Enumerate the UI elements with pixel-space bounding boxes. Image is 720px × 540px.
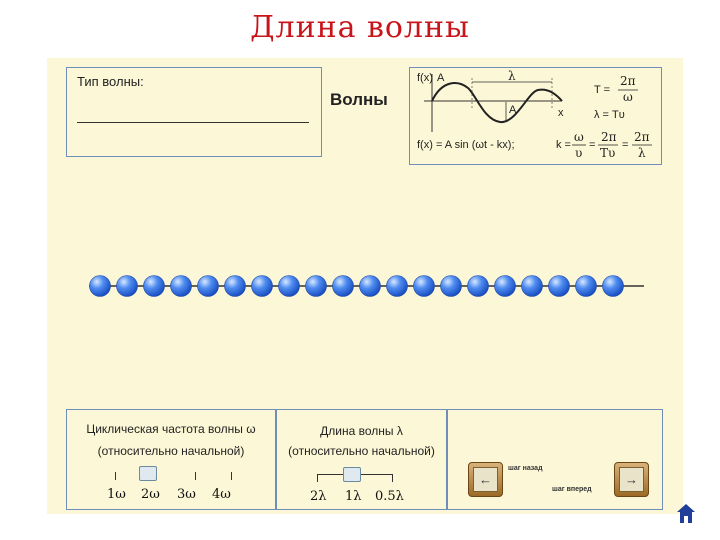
bead: [333, 276, 354, 297]
formula-box: [409, 67, 662, 165]
wavelength-scale-3[interactable]: 0.5λ: [375, 489, 404, 504]
lambda-eq: λ = Tυ: [594, 109, 625, 121]
axis-f-label: f(x): [417, 72, 433, 84]
bead: [225, 276, 246, 297]
bead: [279, 276, 300, 297]
period-lhs: T =: [594, 84, 611, 96]
frequency-tick-1: [115, 472, 116, 480]
frequency-scale-3[interactable]: 3ω: [177, 487, 196, 502]
bead: [495, 276, 516, 297]
frequency-scale-4[interactable]: 4ω: [212, 487, 231, 502]
step-forward-label[interactable]: шаг вперед: [552, 486, 592, 493]
wave-type-label: Тип волны:: [77, 74, 144, 89]
arrow-right-icon: →: [619, 467, 644, 492]
axis-x-label: x: [558, 107, 564, 119]
wavelength-slider[interactable]: [315, 466, 395, 488]
k-f2-num: 2π: [601, 130, 617, 144]
bead: [306, 276, 327, 297]
waves-title: Волны: [330, 90, 388, 109]
wavelength-scale-2[interactable]: 1λ: [345, 489, 362, 504]
wavelength-sublabel: (относительно начальной): [288, 444, 435, 458]
axis-amp-top-label: A: [437, 72, 445, 84]
bead: [522, 276, 543, 297]
arrow-left-icon: ←: [473, 467, 498, 492]
bead: [576, 276, 597, 297]
bead: [387, 276, 408, 297]
bead: [360, 276, 381, 297]
bead: [171, 276, 192, 297]
frequency-scale-1[interactable]: 1ω: [107, 487, 126, 502]
step-back-label[interactable]: шаг назад: [508, 465, 543, 472]
wavelength-control-panel: [276, 409, 447, 510]
step-back-button[interactable]: [468, 462, 503, 497]
frequency-knob[interactable]: [139, 466, 157, 481]
k-f2-den: Tυ: [600, 146, 616, 160]
k-eq-sign-1: =: [589, 139, 596, 151]
animation-stage: [47, 58, 683, 514]
step-forward-button[interactable]: [614, 462, 649, 497]
bead: [549, 276, 570, 297]
period-den: ω: [623, 90, 633, 104]
amplitude-label: A: [509, 104, 517, 116]
home-icon[interactable]: [676, 502, 696, 524]
wavelength-scale-1[interactable]: 2λ: [310, 489, 327, 504]
frequency-scale-2[interactable]: 2ω: [141, 487, 160, 502]
wavelength-tick-1: [317, 474, 318, 482]
bead: [252, 276, 273, 297]
bead-chain: [89, 271, 644, 301]
bead: [603, 276, 624, 297]
bead: [414, 276, 435, 297]
slide-title: Длина волны: [250, 10, 470, 45]
bead: [468, 276, 489, 297]
lambda-label: λ: [508, 69, 516, 83]
sine-wave: [432, 83, 562, 122]
k-eq-sign-2: =: [622, 139, 629, 151]
period-num: 2π: [620, 74, 636, 88]
frequency-slider[interactable]: [97, 464, 247, 486]
k-f1-num: ω: [574, 130, 584, 144]
frequency-tick-3: [195, 472, 196, 480]
k-f1-den: υ: [575, 146, 583, 160]
wavelength-knob[interactable]: [343, 467, 361, 482]
frequency-sublabel: (относительно начальной): [97, 444, 245, 458]
frequency-control-panel: [66, 409, 276, 510]
navigation-panel: [447, 409, 663, 510]
k-lhs: k =: [556, 139, 571, 151]
bead: [144, 276, 165, 297]
frequency-label: Циклическая частота волны ω: [86, 422, 256, 436]
wave-type-box: [66, 67, 322, 157]
formula-diagram: [410, 68, 660, 164]
k-f3-den: λ: [638, 146, 646, 160]
bead: [117, 276, 138, 297]
bead: [441, 276, 462, 297]
k-f3-num: 2π: [634, 130, 650, 144]
wavelength-label: Длина волны λ: [320, 424, 403, 438]
wave-type-line: [77, 122, 309, 123]
bead: [90, 276, 111, 297]
bead: [198, 276, 219, 297]
frequency-tick-4: [231, 472, 232, 480]
wave-equation: f(x) = A sin (ωt - kx);: [417, 139, 515, 151]
wavelength-tick-3: [392, 474, 393, 482]
